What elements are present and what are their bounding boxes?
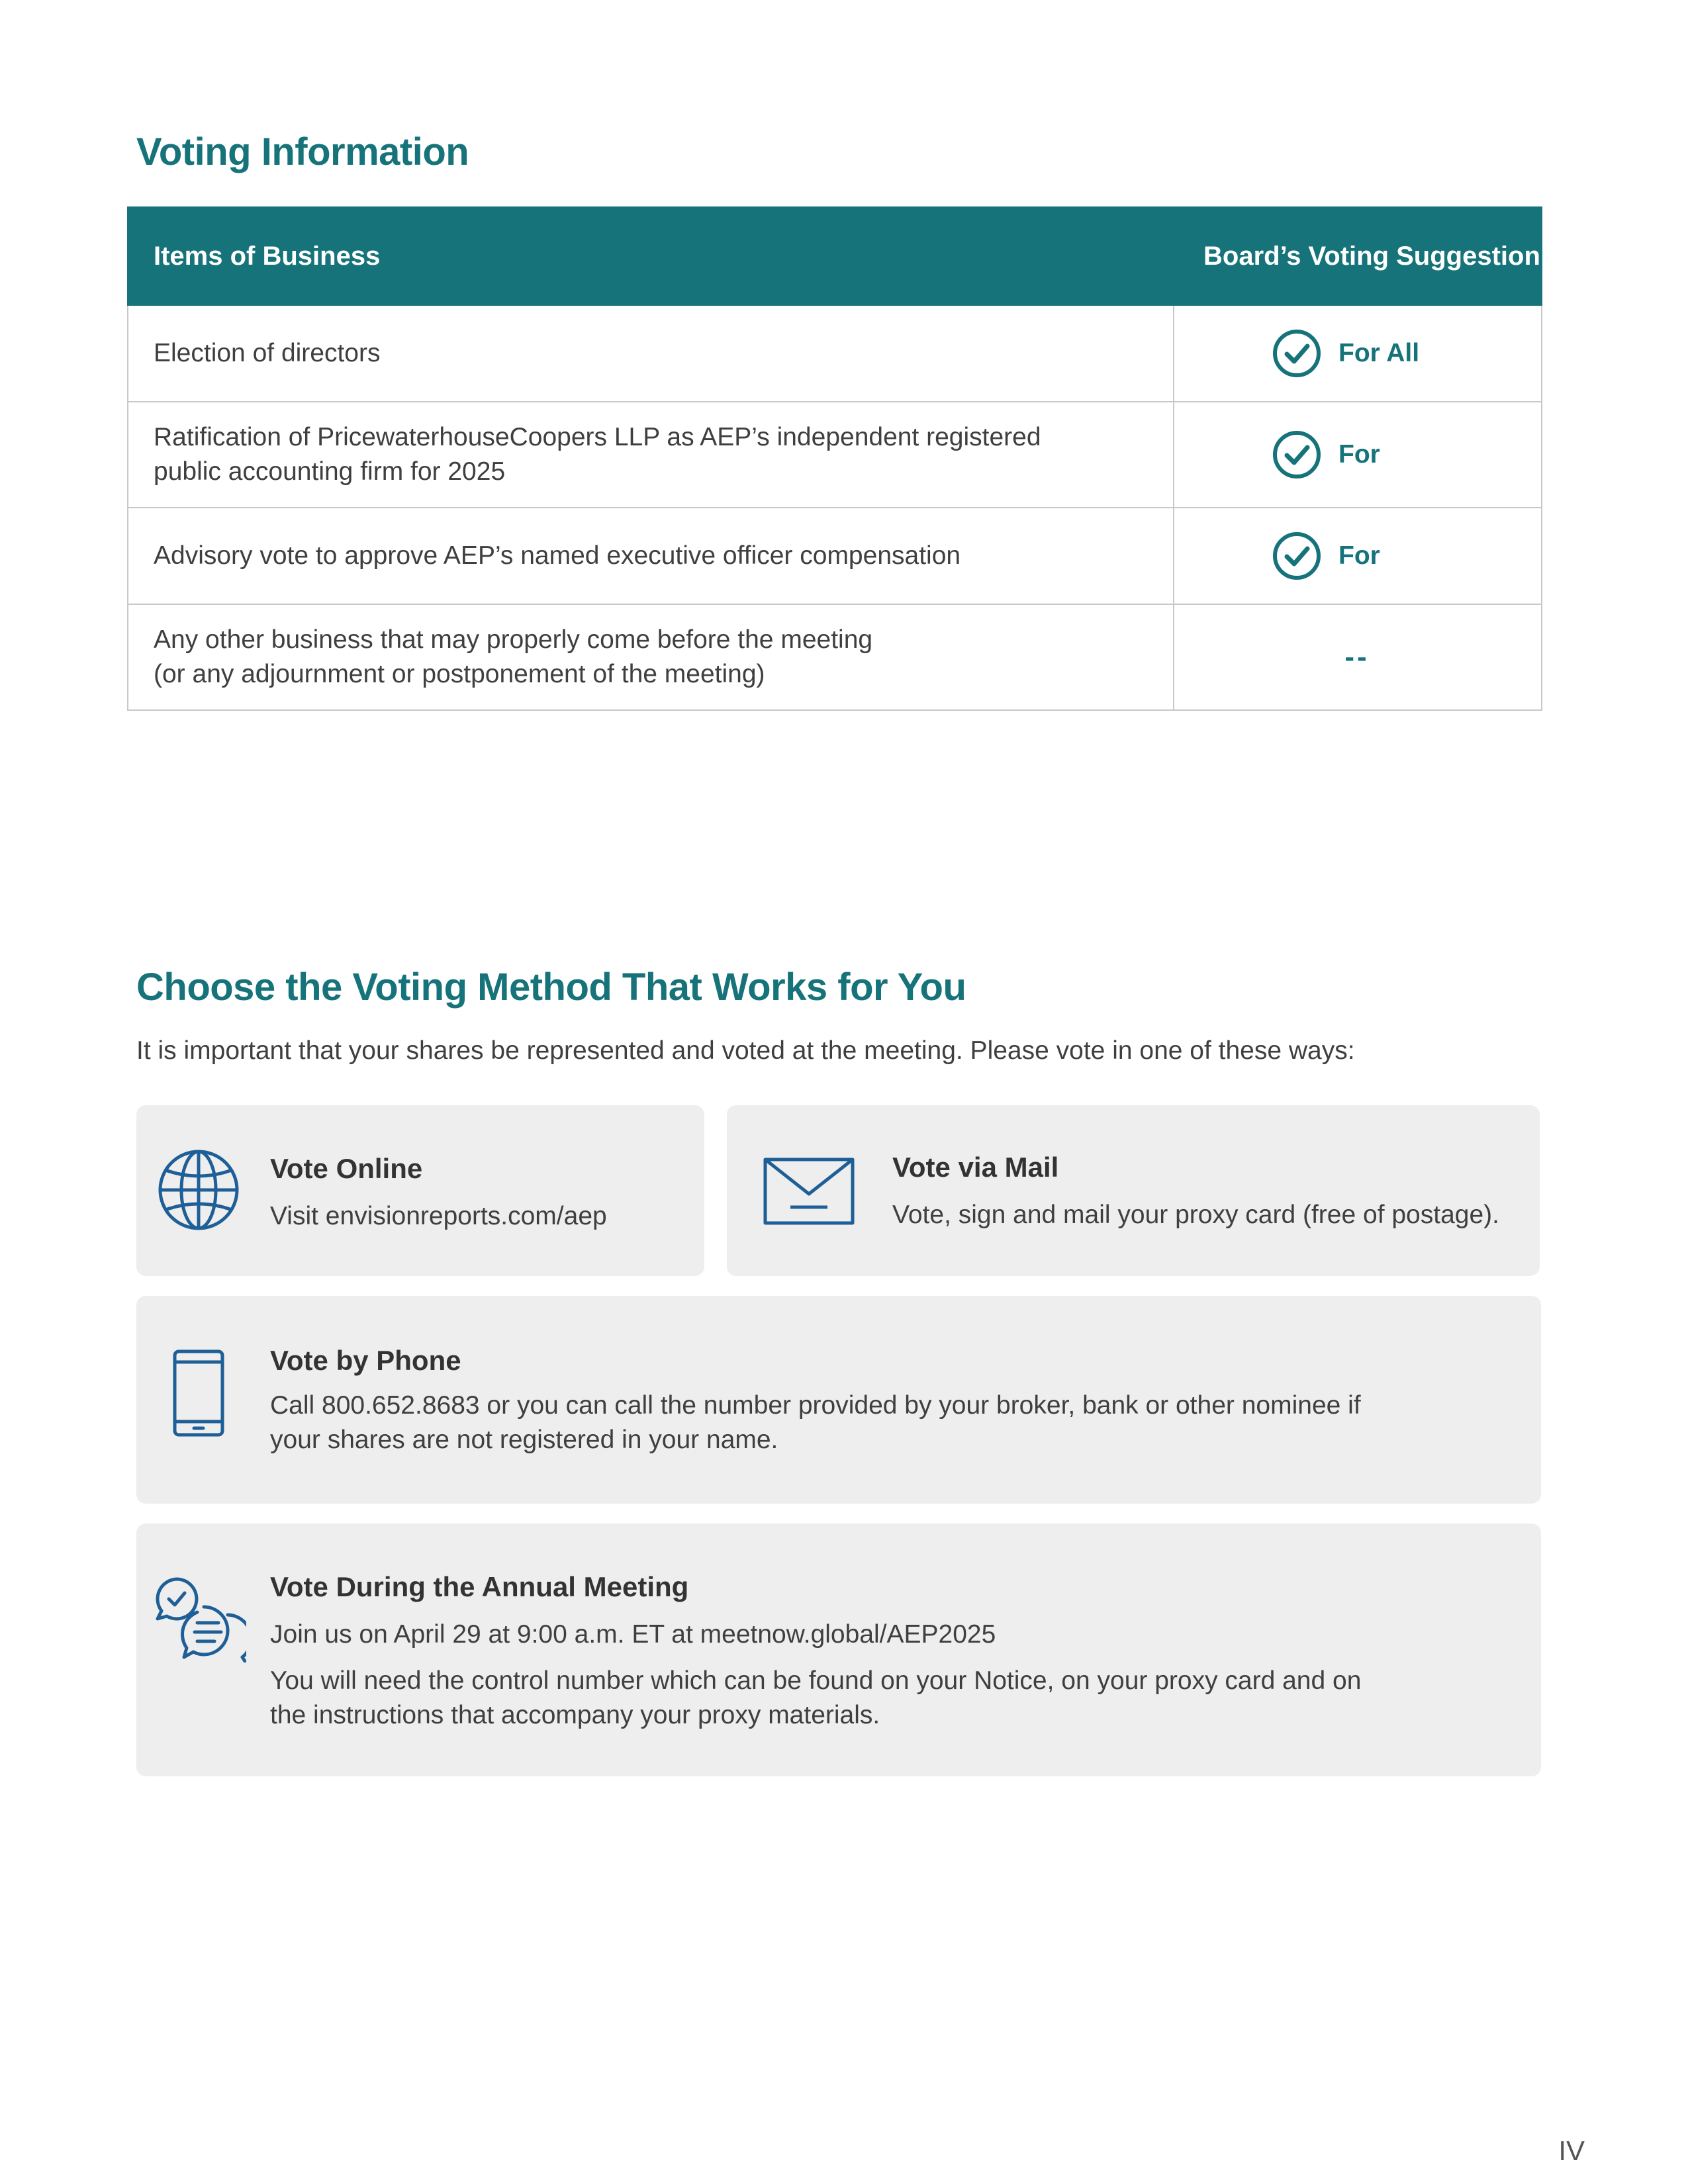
item-cell bbox=[128, 604, 1174, 710]
table-row bbox=[128, 604, 1542, 710]
globe-icon bbox=[156, 1148, 241, 1232]
vote-meeting-control-line1: You will need the control number which can be found on your Notice, on your proxy card and on bbox=[270, 1666, 1362, 1695]
vote-online-link[interactable]: Visit envisionreports.com/aep bbox=[270, 1202, 607, 1230]
item-text-line2: public accounting firm for 2025 bbox=[154, 457, 506, 486]
mobile-phone-icon bbox=[172, 1349, 225, 1437]
table-row bbox=[128, 305, 1542, 402]
check-circle-icon bbox=[1272, 531, 1321, 580]
voting-information-title: Voting Information bbox=[136, 130, 469, 173]
suggestion-label: For bbox=[1338, 440, 1380, 469]
vote-phone-card bbox=[136, 1296, 1541, 1504]
item-cell bbox=[128, 508, 1174, 604]
vote-phone-text bbox=[270, 1388, 1361, 1457]
voting-method-intro: It is important that your shares be represented and voted at the meeting. Please vote in one of these ways: bbox=[136, 1036, 1355, 1065]
suggestion-cell bbox=[1174, 305, 1542, 402]
check-circle-icon bbox=[1272, 329, 1321, 378]
vote-meeting-title: Vote During the Annual Meeting bbox=[270, 1571, 689, 1602]
voting-method-title: Choose the Voting Method That Works for You bbox=[136, 966, 966, 1009]
vote-meeting-control-line2: the instructions that accompany your proxy materials. bbox=[270, 1701, 880, 1729]
item-text-line2: (or any adjournment or postponement of the meeting) bbox=[154, 660, 765, 688]
chat-bubbles-icon bbox=[154, 1575, 246, 1662]
table-row bbox=[128, 402, 1542, 508]
vote-phone-text-line1: Call 800.652.8683 or you can call the number provided by your broker, bank or other nominee if bbox=[270, 1391, 1361, 1420]
table-header-row bbox=[128, 207, 1542, 305]
vote-online-title: Vote Online bbox=[270, 1153, 423, 1184]
item-text-line1: Any other business that may properly come before the meeting bbox=[154, 625, 873, 654]
item-text: Election of directors bbox=[154, 339, 381, 367]
item-text-line1: Ratification of PricewaterhouseCoopers LLP as AEP’s independent registered bbox=[154, 423, 1041, 451]
table-row bbox=[128, 508, 1542, 604]
suggestion-dash: -- bbox=[1344, 641, 1370, 673]
item-cell bbox=[128, 402, 1174, 508]
suggestion-cell bbox=[1174, 508, 1542, 604]
page-number: IV bbox=[1558, 2135, 1585, 2166]
vote-online-card bbox=[136, 1105, 704, 1276]
vote-phone-text-line2: your shares are not registered in your name. bbox=[270, 1426, 778, 1454]
vote-meeting-join-text: Join us on April 29 at 9:00 a.m. ET at meetnow.global/AEP2025 bbox=[270, 1620, 996, 1649]
vote-mail-title: Vote via Mail bbox=[892, 1152, 1059, 1183]
check-circle-icon bbox=[1272, 430, 1321, 479]
suggestion-label: For bbox=[1338, 541, 1380, 570]
vote-meeting-card bbox=[136, 1524, 1541, 1776]
suggestion-label: For All bbox=[1338, 339, 1420, 367]
item-cell bbox=[128, 305, 1174, 402]
vote-mail-card bbox=[727, 1105, 1540, 1276]
item-text: Advisory vote to approve AEP’s named executive officer compensation bbox=[154, 541, 961, 570]
header-board-voting-suggestion: Board’s Voting Suggestion bbox=[1174, 207, 1542, 305]
voting-items-table bbox=[127, 206, 1542, 711]
vote-phone-title: Vote by Phone bbox=[270, 1345, 461, 1376]
envelope-icon bbox=[763, 1157, 855, 1226]
vote-mail-text: Vote, sign and mail your proxy card (free of postage). bbox=[892, 1201, 1499, 1229]
suggestion-cell bbox=[1174, 604, 1542, 710]
header-items-of-business: Items of Business bbox=[128, 207, 1174, 305]
suggestion-cell bbox=[1174, 402, 1542, 508]
vote-meeting-control-text bbox=[270, 1664, 1361, 1733]
